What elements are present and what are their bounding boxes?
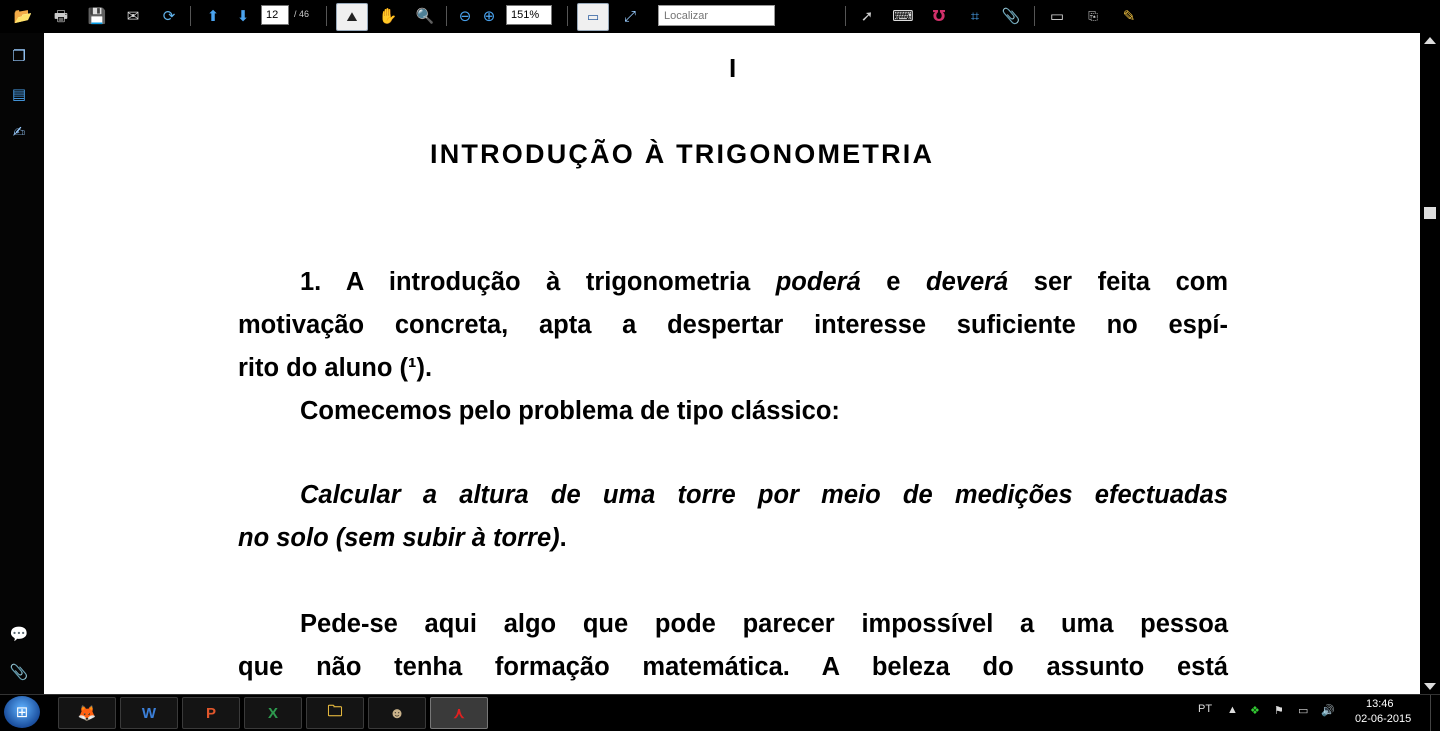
action-center-flag-icon[interactable]: ⚑ xyxy=(1274,705,1284,717)
pages-icon[interactable]: ❐ xyxy=(12,47,26,65)
open-folder-icon[interactable]: 📂 xyxy=(13,6,33,25)
text-run: ser feita com xyxy=(1008,268,1229,296)
pointer-icon[interactable]: ➚ xyxy=(860,6,874,25)
navigation-panel xyxy=(0,33,44,694)
attachments-icon[interactable]: 📎 xyxy=(9,663,29,681)
comments-icon[interactable]: 💬 xyxy=(9,625,29,643)
toolbar-separator xyxy=(1034,6,1035,26)
excel-icon: X xyxy=(267,704,278,722)
adobe-reader-icon: ⋏ xyxy=(453,705,465,722)
attach-icon[interactable]: 📎 xyxy=(1001,6,1021,25)
toolbar-separator xyxy=(845,6,846,26)
taskbar xyxy=(0,694,1440,730)
highlight-icon[interactable]: Ʊ xyxy=(932,6,946,25)
typewriter-icon[interactable]: ⌨ xyxy=(892,6,914,25)
paragraph-3-line-1: Calcular a altura de uma torre por meio de medições efectuadas xyxy=(300,481,1228,509)
fit-page-icon[interactable]: ▭ xyxy=(577,3,609,31)
paragraph-4-line-1: Pede-se aqui algo que pode parecer impossível a uma pessoa xyxy=(300,610,1228,638)
single-page-icon[interactable]: ▭ xyxy=(1049,6,1065,25)
text-run: . xyxy=(559,524,567,552)
taskbar-firefox[interactable] xyxy=(58,697,116,729)
zoom-in-icon[interactable]: ⊕ xyxy=(482,6,496,25)
signatures-icon[interactable]: ✍ xyxy=(12,123,26,141)
document-viewport[interactable] xyxy=(44,33,1420,694)
chapter-number: I xyxy=(729,53,737,83)
clock-time[interactable]: 13:46 xyxy=(1366,698,1394,710)
paragraph-2: Comecemos pelo problema de tipo clássico: xyxy=(300,397,840,425)
prev-page-icon[interactable]: ⬆ xyxy=(206,6,220,25)
volume-icon[interactable]: 🔊 xyxy=(1321,705,1335,717)
scroll-down-icon[interactable] xyxy=(1424,683,1436,690)
toolbar-separator xyxy=(567,6,568,26)
text-run: 1. A introdução à trigonometria xyxy=(300,268,776,296)
taskbar-adobe-reader[interactable] xyxy=(430,697,488,729)
clock-date[interactable]: 02-06-2015 xyxy=(1355,713,1412,725)
zoom-tool-icon[interactable]: 🔍 xyxy=(415,6,435,25)
firefox-icon: 🦊 xyxy=(77,705,97,722)
chapter-title: INTRODUÇÃO À TRIGONOMETRIA xyxy=(430,139,935,169)
dropbox-icon[interactable]: ❖ xyxy=(1250,705,1260,717)
show-desktop-button[interactable] xyxy=(1430,695,1440,731)
language-indicator[interactable]: PT xyxy=(1198,703,1213,715)
reader-toolbar xyxy=(0,0,1440,33)
zoom-out-icon[interactable]: ⊖ xyxy=(458,6,472,25)
paragraph-1-line-2: motivação concreta, apta a despertar interesse suficiente no espí- xyxy=(238,311,1228,339)
paragraph-1-line-3: rito do aluno (¹). xyxy=(238,354,433,382)
search-input[interactable] xyxy=(658,5,775,26)
text-run: e xyxy=(860,268,927,296)
bookmarks-icon[interactable]: ▤ xyxy=(11,85,27,103)
taskbar-powerpoint[interactable] xyxy=(182,697,240,729)
page-count: / 46 xyxy=(294,9,310,19)
italic-word: poderá xyxy=(775,268,861,296)
hand-tool-icon[interactable]: ✋ xyxy=(378,6,398,25)
scroll-up-icon[interactable] xyxy=(1424,37,1436,44)
start-button[interactable] xyxy=(4,696,40,728)
paragraph-4-line-2: que não tenha formação matemática. A beleza do assunto está xyxy=(238,653,1228,681)
gimp-icon: ☻ xyxy=(389,704,405,722)
paragraph-1-line-1 xyxy=(300,270,1228,296)
folder-icon: 🗀 xyxy=(327,702,343,720)
network-icon[interactable]: ▭ xyxy=(1298,705,1309,717)
sign-icon[interactable]: ✎ xyxy=(1122,6,1136,25)
fit-width-icon[interactable]: ⤢ xyxy=(623,6,636,25)
taskbar-word[interactable] xyxy=(120,697,178,729)
toolbar-separator xyxy=(326,6,327,26)
toolbar-separator xyxy=(446,6,447,26)
next-page-icon[interactable]: ⬇ xyxy=(236,6,250,25)
zoom-input[interactable] xyxy=(506,5,552,25)
italic-word: deverá xyxy=(926,268,1009,296)
crop-icon[interactable]: ⌗ xyxy=(970,6,980,25)
windows-logo-icon: ⊞ xyxy=(15,703,29,721)
page-number-icon[interactable]: ⎘ xyxy=(1088,9,1098,23)
taskbar-explorer[interactable] xyxy=(306,697,364,729)
taskbar-gimp[interactable] xyxy=(368,697,426,729)
toolbar-separator xyxy=(190,6,191,26)
vertical-scrollbar[interactable] xyxy=(1420,33,1440,694)
paragraph-3-line-2 xyxy=(238,526,1228,552)
taskbar-excel[interactable] xyxy=(244,697,302,729)
save-icon[interactable]: 💾 xyxy=(87,6,107,25)
word-icon: W xyxy=(141,704,157,722)
show-hidden-icons-icon[interactable]: ▲ xyxy=(1227,704,1238,716)
print-icon[interactable]: 🖶 xyxy=(53,6,69,25)
refresh-icon[interactable]: ⟳ xyxy=(162,6,176,25)
italic-run: no solo (sem subir à torre) xyxy=(238,524,560,552)
select-tool-icon[interactable]: ⛰ xyxy=(336,3,368,31)
email-icon[interactable]: ✉ xyxy=(126,6,140,25)
page-number-input[interactable] xyxy=(261,5,289,25)
scroll-thumb[interactable] xyxy=(1424,207,1436,219)
powerpoint-icon: P xyxy=(205,704,216,722)
